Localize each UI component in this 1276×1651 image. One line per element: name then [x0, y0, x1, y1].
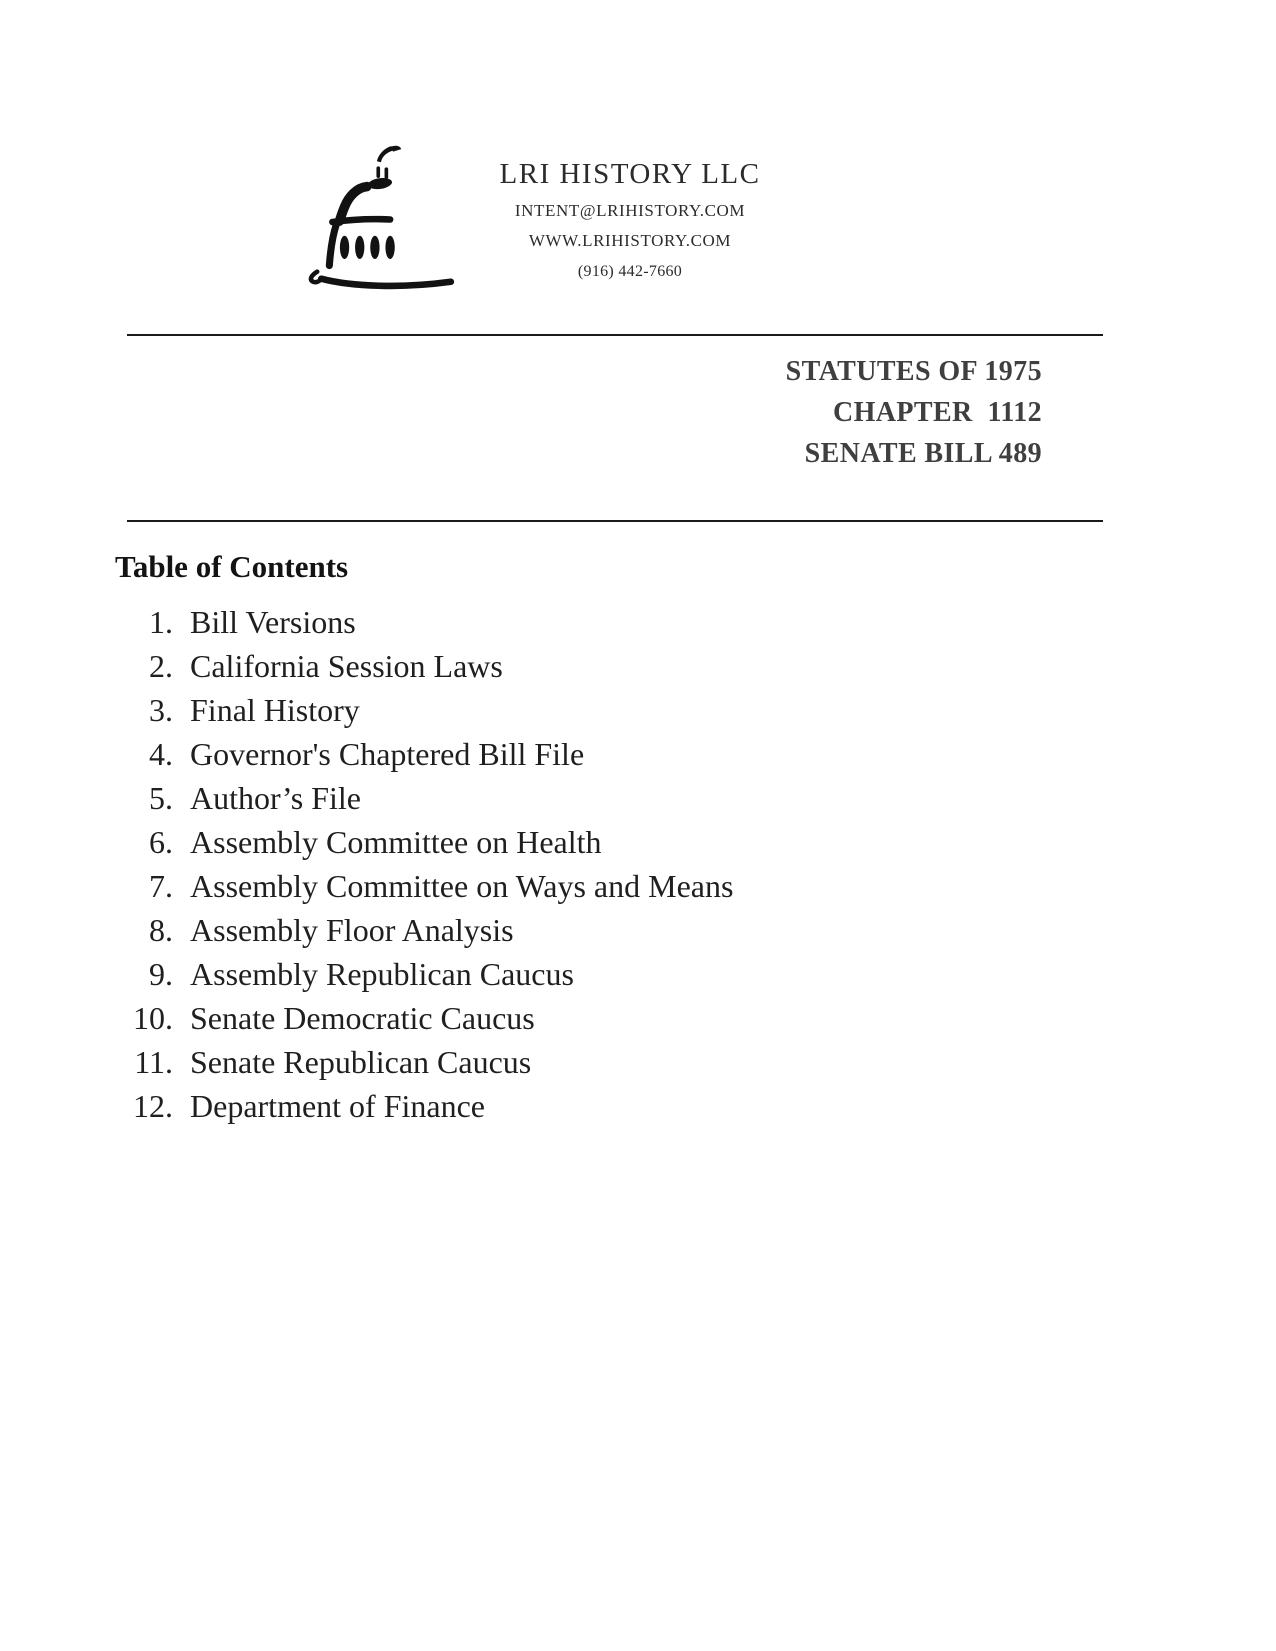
- statutes-year: STATUTES OF 1975: [785, 356, 1042, 387]
- toc-item-number: 5.: [149, 780, 173, 816]
- toc-item-number: 7.: [149, 868, 173, 904]
- toc-item-number: 3.: [149, 692, 173, 728]
- letterhead: [430, 156, 830, 283]
- toc-list: [115, 600, 733, 1128]
- senate-bill-number: SENATE BILL 489: [804, 438, 1042, 469]
- toc-item-label: Assembly Committee on Ways and Means: [190, 868, 734, 904]
- toc-item-number: 11.: [134, 1044, 173, 1080]
- toc-item: [115, 776, 733, 820]
- email-address: INTENT@LRIHISTORY.COM: [514, 201, 746, 220]
- phone-number: (916) 442-7660: [577, 263, 683, 280]
- divider-bottom: [127, 520, 1103, 522]
- toc-item-label: Senate Democratic Caucus: [190, 1000, 535, 1036]
- toc-item-label: Assembly Committee on Health: [190, 824, 602, 860]
- toc-item-label: Senate Republican Caucus: [190, 1044, 532, 1080]
- toc-item-number: 4.: [149, 736, 173, 772]
- toc-item-number: 8.: [149, 912, 173, 948]
- toc-item-number: 1.: [149, 604, 173, 640]
- toc-item-label: Department of Finance: [190, 1088, 485, 1124]
- toc-title: Table of Contents: [115, 549, 349, 584]
- toc-item: [115, 1084, 733, 1128]
- toc-item-number: 12.: [133, 1088, 173, 1124]
- toc-item-label: Bill Versions: [190, 604, 356, 640]
- toc-item-label: California Session Laws: [190, 648, 503, 684]
- toc-item: [115, 864, 733, 908]
- toc-item: [115, 996, 733, 1040]
- toc-item-number: 2.: [149, 648, 173, 684]
- toc-item-label: Governor's Chaptered Bill File: [190, 736, 585, 772]
- toc-item: [115, 644, 733, 688]
- toc-item-number: 6.: [149, 824, 173, 860]
- toc-item: [115, 908, 733, 952]
- toc-item-label: Assembly Floor Analysis: [190, 912, 514, 948]
- website-url: WWW.LRIHISTORY.COM: [528, 231, 732, 250]
- toc-item: [115, 600, 733, 644]
- toc-item-label: Author’s File: [190, 780, 361, 816]
- case-identification-block: [786, 351, 1042, 474]
- chapter-number: CHAPTER 1112: [832, 397, 1042, 428]
- toc-item: [115, 732, 733, 776]
- company-name: LRI HISTORY LLC: [499, 158, 761, 190]
- divider-top: [127, 334, 1103, 336]
- toc-item-number: 10.: [133, 1000, 173, 1036]
- toc-item: [115, 820, 733, 864]
- toc-item-label: Final History: [190, 692, 360, 728]
- toc-item-label: Assembly Republican Caucus: [190, 956, 574, 992]
- toc-item: [115, 952, 733, 996]
- toc-item: [115, 1040, 733, 1084]
- toc-item: [115, 688, 733, 732]
- toc-item-number: 9.: [149, 956, 173, 992]
